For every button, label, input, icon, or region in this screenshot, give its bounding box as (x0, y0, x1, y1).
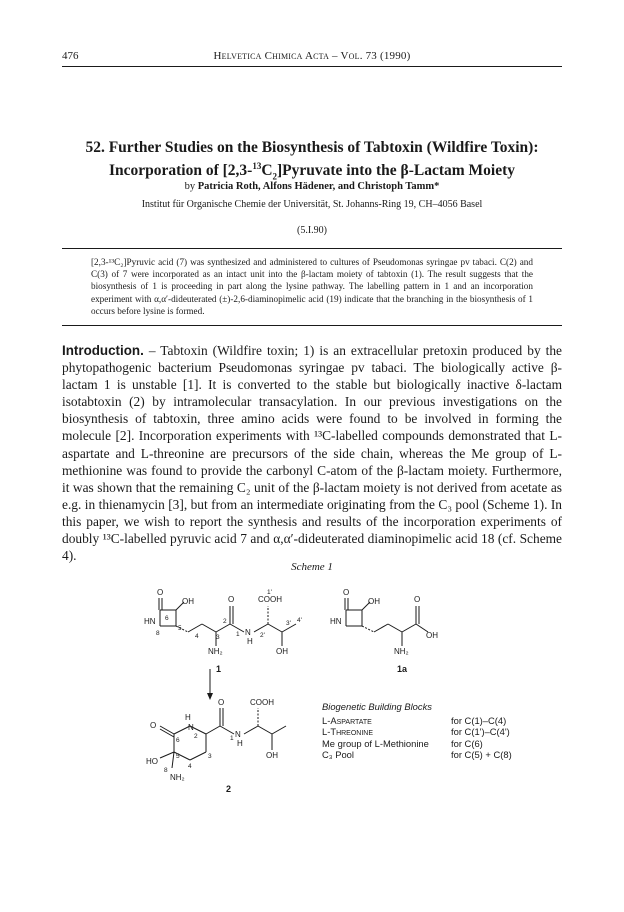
atom-hn: HN (330, 617, 342, 626)
title-line-1: 52. Further Studies on the Biosynthesis of Tabtoxin (Wildfire Toxin): (85, 139, 539, 156)
atom-oh-side: OH (276, 647, 288, 656)
atom-o-amide: O (228, 595, 235, 604)
locant: 3 (216, 634, 220, 641)
building-block-row: Me group of L-Methionine for C(6) (322, 737, 483, 749)
atom-oh: OH (182, 597, 194, 606)
article-title (62, 138, 562, 186)
atom-hn: HN (144, 617, 156, 626)
abstract: [2,3-¹³C₂]Pyruvic acid (7) was synthesized and administered to cultures of Pseudomonas syringae pv tabaci. C(2) and C(3) of 7 were incorporated as an intact unit into the β-lactam moiety of tabtoxin (1). The result suggests that the biosynthesis of 1 is proceeding in part along the lysine pathway. The labelling pattern in 1 and an incorporation experiment with α,α′-dideuterated (±)-2,6-diaminopimelic acid (19) indicate that the branching in the biosynthesis of 1 occurs before lysine is formed. (91, 257, 533, 316)
building-blocks-table (322, 701, 547, 761)
atom-cooh: COOH (250, 698, 274, 707)
title-line-2: Incorporation of $[2,3-^{13}C_2]Pyruvate$ into the β-Lactam Moiety (108, 161, 516, 182)
building-blocks-title: Biogenetic Building Blocks (322, 701, 432, 712)
locant: 4' (297, 617, 302, 624)
locant: 2' (260, 632, 265, 639)
atom-oh: OH (368, 597, 380, 606)
scheme-label: Scheme 1 (291, 561, 333, 573)
atom-cooh: COOH (258, 595, 282, 604)
header-rule (62, 66, 562, 67)
introduction-paragraph (62, 342, 562, 564)
locant: 2 (223, 618, 227, 625)
building-block-row: L-Threonine for C(1')–C(4') (322, 726, 510, 738)
building-block-row: L-Aspartate for C(1)–C(4) (322, 714, 507, 726)
page-number: 476 (62, 50, 79, 62)
locant: 1 (230, 735, 234, 742)
abstract-top-rule (62, 248, 562, 249)
intro-heading: Introduction. (62, 343, 144, 358)
locant: 5 (176, 753, 180, 760)
locant: 8 (164, 767, 168, 774)
locant: 8 (156, 630, 160, 637)
journal-name: Helvetica Chimica Acta – Vol. 73 (1990) (213, 50, 411, 62)
atom-n: N (235, 730, 241, 739)
compound-number-1a: 1a (397, 664, 408, 674)
locant: 3 (208, 753, 212, 760)
structure-tabtoxin-1 (130, 580, 330, 680)
locant: 3' (286, 620, 291, 627)
building-block-row: C₃ Pool for C(5) + C(8) (322, 749, 512, 761)
atom-nh2: NH₂ (170, 773, 185, 782)
institution: Institut für Organische Chemie der Universität, St. Johanns-Ring 19, CH–4056 Basel (141, 199, 483, 210)
atom-nh2: NH₂ (208, 647, 223, 656)
atom-h: H (237, 739, 243, 748)
atom-ho: HO (146, 757, 158, 766)
atom-o-lactam: O (157, 588, 164, 597)
atom-n-ring: N (188, 723, 194, 732)
author-names: Patricia Roth, Alfons Hädener, and Christoph Tamm* (197, 181, 440, 192)
locant: 6 (165, 615, 169, 622)
locant: 4 (195, 633, 199, 640)
intro-body: – Tabtoxin (Wildfire toxin; 1) is an extracellular pretoxin produced by the phytopathogenic bacterium Pseudomonas syringae pv tabaci. The biologically active β-lactam 1 is unstable [1]. It is converted to the stable but biologically inactive δ-lactam isotabtoxin (2) by intramolecular transacylation. In our previous investigations on the biosynthesis of tabtoxin, three amino acids were found to be involved in forming the molecule [2]. Incorporation experiments with ¹³C-labelled compounds demonstrated that L-aspartate and L-threonine are precursors of the side chain, whereas the Me group of L-methionine was found to provide the carbonyl C-atom of the β-lactam moiety. Furthermore, it was shown that the remaining C₂ unit of the β-lactam moiety is not derived from acetate as e.g. in thienamycin [3], but from an intermediate originating from the C₃ pool (Scheme 1). In this paper, we wish to report the synthesis and results of the incorporation experiments of doubly ¹³C-labelled pyruvic acid 7 and α,α′-dideuterated diaminopimelic acid 18 (cf. Scheme 4). (62, 343, 562, 564)
locant: 4 (188, 763, 192, 770)
atom-o-ring: O (150, 721, 157, 730)
structure-isotabtoxin-2 (130, 700, 320, 820)
atom-oh-acid: OH (426, 631, 438, 640)
atom-oh-side: OH (266, 751, 278, 760)
locant: 6 (176, 737, 180, 744)
locant: 5 (178, 625, 182, 632)
authors-line: by Patricia Roth, Alfons Hädener, and Christoph Tamm* (184, 181, 440, 192)
compound-number-1: 1 (216, 664, 222, 674)
running-header (62, 50, 562, 66)
atom-nh2: NH₂ (394, 647, 409, 656)
atom-o-amide: O (218, 698, 225, 707)
atom-o-acid: O (414, 595, 421, 604)
atom-h: H (247, 637, 253, 646)
structure-1a (316, 580, 476, 680)
locant: 2 (194, 733, 198, 740)
atom-o-lactam: O (343, 588, 350, 597)
received-date: (5.I.90) (297, 225, 327, 236)
compound-number-2: 2 (226, 784, 232, 794)
atom-n: N (245, 628, 251, 637)
abstract-bottom-rule (62, 325, 562, 326)
conversion-arrow (200, 667, 220, 701)
atom-h-ring: H (185, 713, 191, 722)
locant: 1 (236, 631, 240, 638)
locant: 1' (267, 589, 272, 596)
